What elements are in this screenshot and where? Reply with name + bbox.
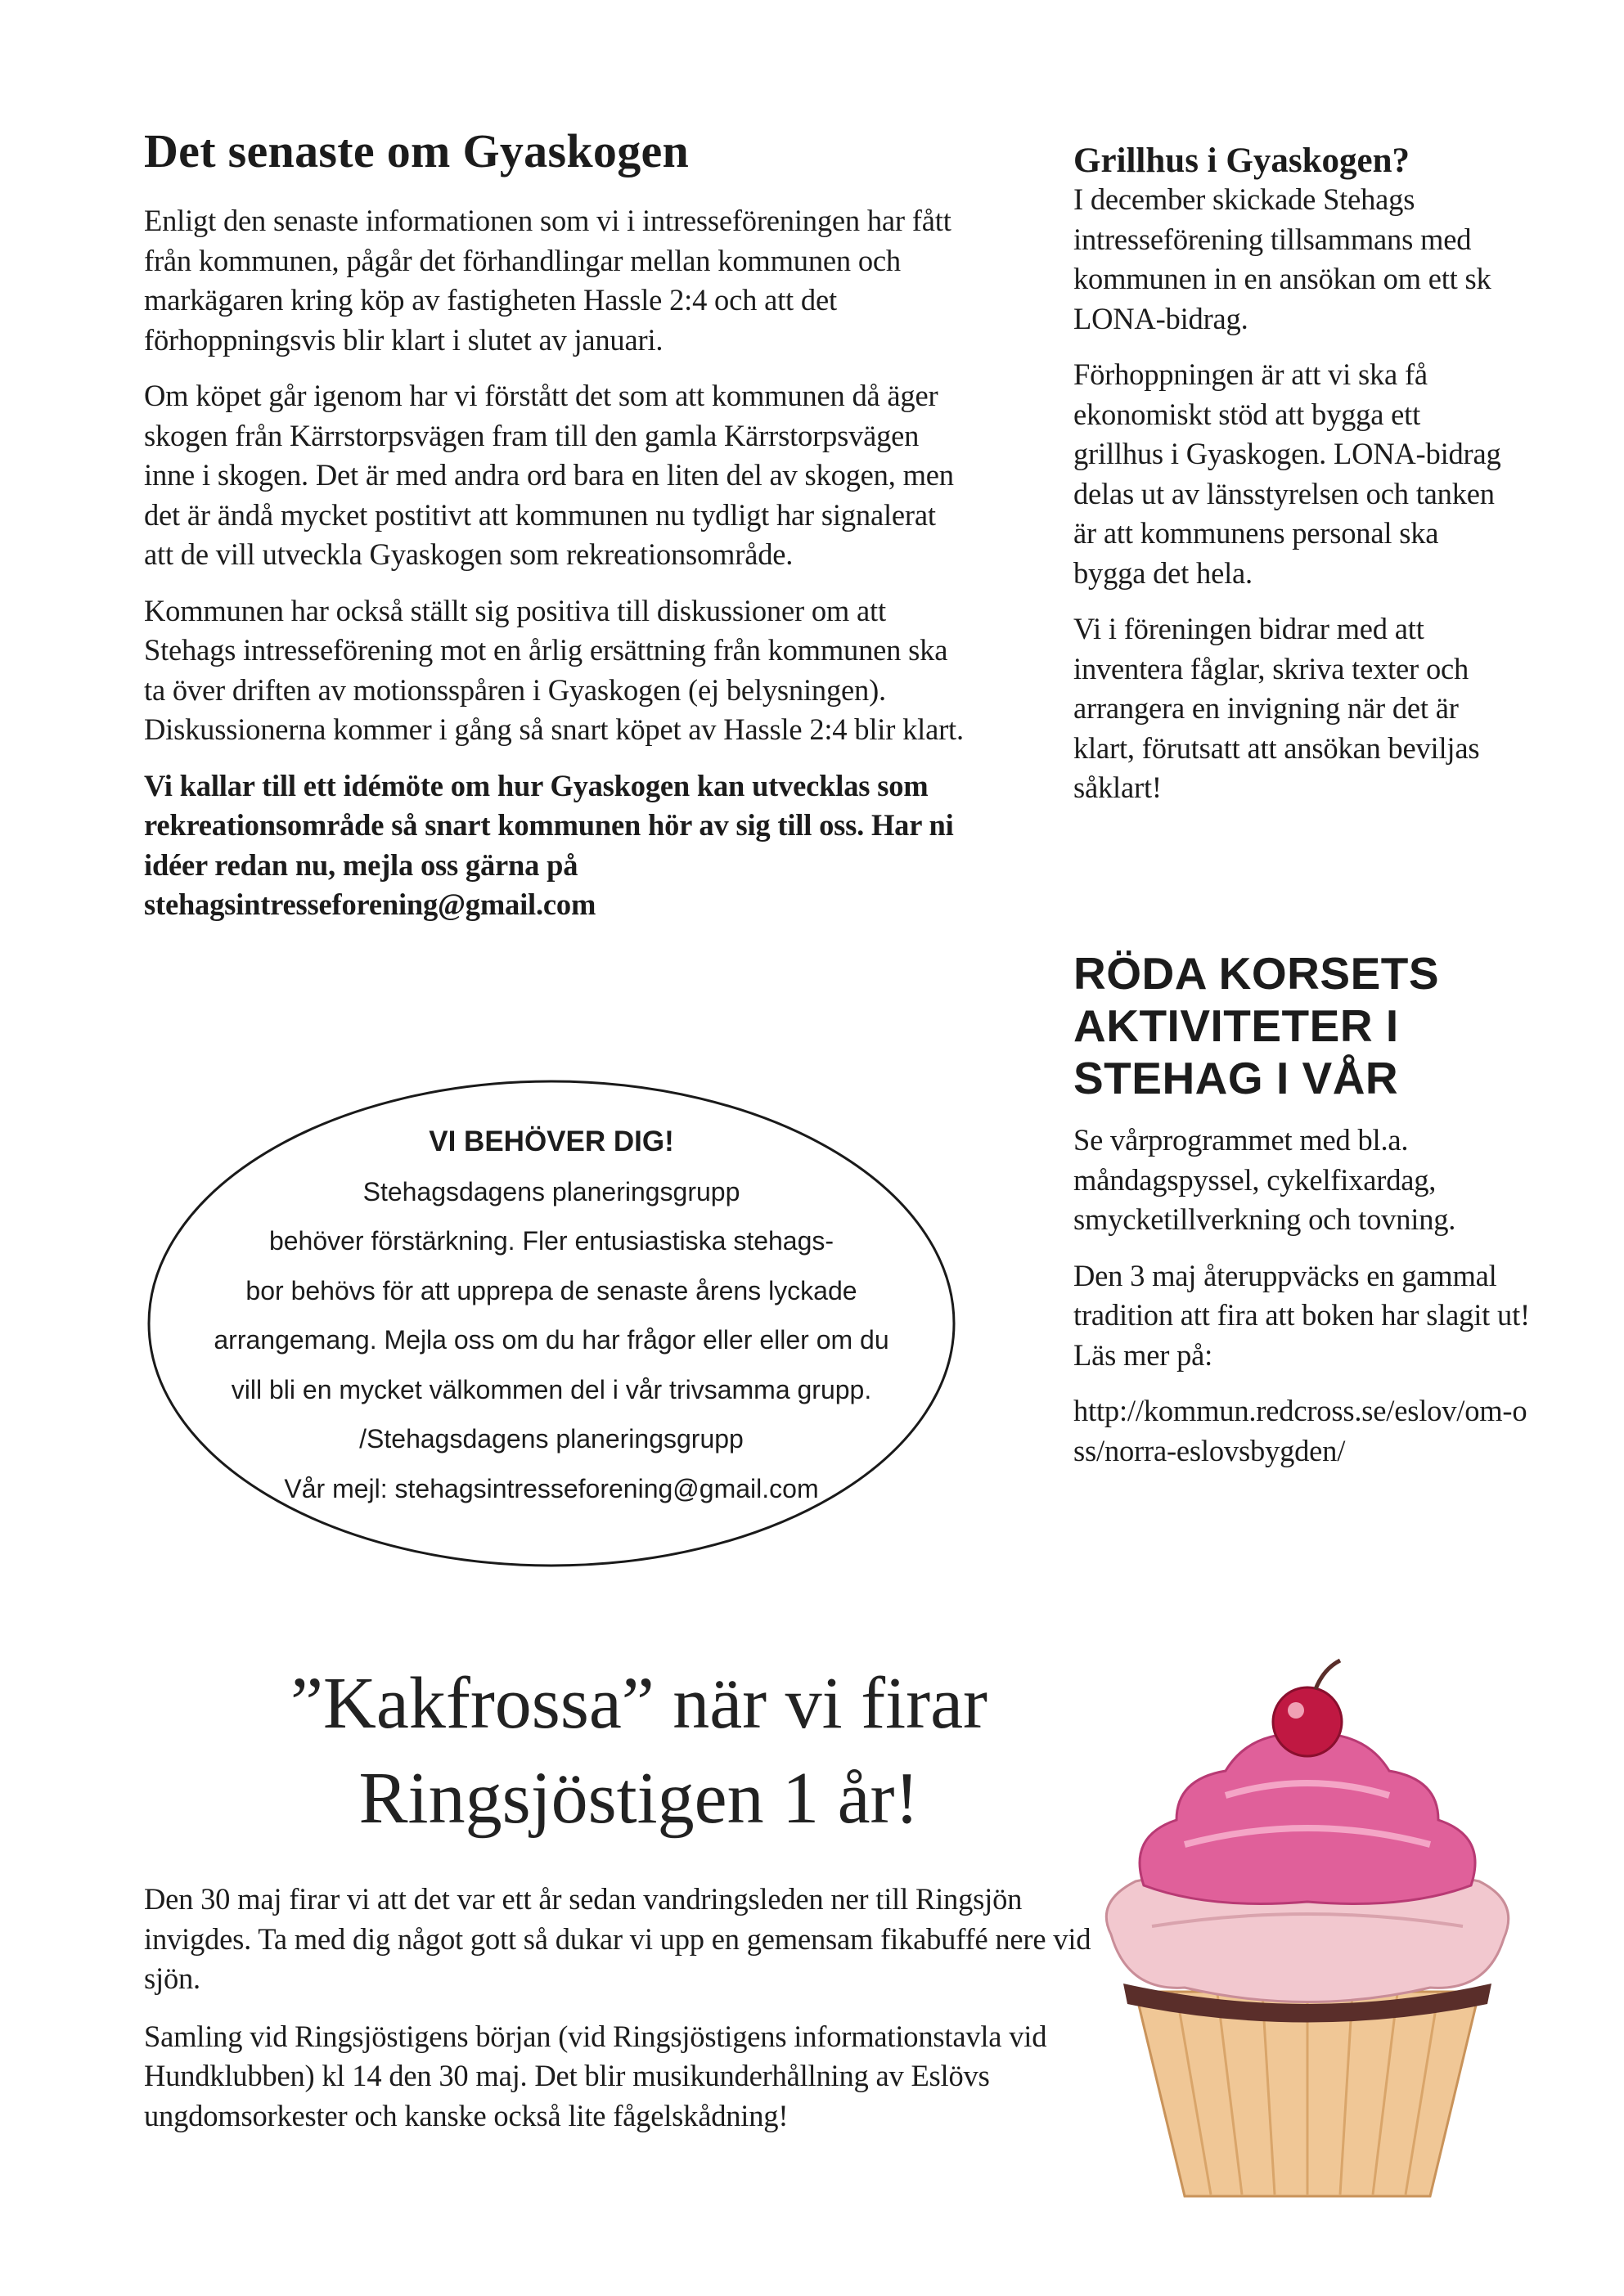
article-callout: Vi kallar till ett idémöte om hur Gyaskogen kan utvecklas som rekreationsområde så snart kommunen hör av sig till oss. Har ni idéer redan nu, mejla oss gärna på stehagsintresseforening@gmail.com [144, 768, 954, 921]
article-title: Det senaste om Gyaskogen [144, 124, 690, 177]
kakfrossa-paragraph: Samling vid Ringsjöstigens början (vid Ringsjöstigens informationstavla vid Hundklubben) kl 14 den 30 maj. Det blir musikunderhållning av Eslövs ungdomsorkester och kanske också lite fågelskådning! [144, 2019, 1047, 2132]
kakfrossa-body [144, 1880, 1118, 2154]
kakfrossa-title-line: Ringsjöstigen 1 år! [358, 1758, 920, 1839]
callout-line: arrangemang. Mejla oss om du har frågor eller eller om du [214, 1325, 889, 1355]
roda-korset-paragraph: Den 3 maj återuppväcks en gammal tradition att fira att boken har slagit ut! Läs mer på: [1073, 1258, 1530, 1372]
grillhus-article [1073, 141, 1515, 824]
cupcake-icon [1078, 1656, 1536, 2204]
grillhus-paragraph: Förhoppningen är att vi ska få ekonomiskt stöd att bygga ett grillhus i Gyaskogen. LONA-bidrag delas ut av länsstyrelsen och tanken är att kommunens personal ska bygga det hela. [1073, 357, 1501, 590]
kakfrossa-title-line: ”Kakfrossa” när vi firar [290, 1663, 988, 1744]
grillhus-title: Grillhus i Gyaskogen? [1073, 142, 1410, 180]
callout-line: bor behövs för att upprepa de senaste årens lyckade [245, 1275, 857, 1305]
grillhus-paragraph: I december skickade Stehags intresseförening tillsammans med kommunen in en ansökan om ett sk LONA-bidrag. [1073, 182, 1491, 335]
callout-title: VI BEHÖVER DIG! [429, 1126, 674, 1157]
callout-line: vill bli en mycket välkommen del i vår trivsamma grupp. [231, 1374, 872, 1404]
roda-korset-article [1073, 947, 1532, 1487]
roda-korset-title: RÖDA KORSETS AKTIVITETER I STEHAG I VÅR [1073, 948, 1440, 1103]
article-paragraph: Om köpet går igenom har vi förstått det som att kommunen då äger skogen från Kärrstorpsvägen fram till den gamla Kärrstorpsvägen inne i skogen. Det är med andra ord bara en liten del av skogen, men det är ändå mycket postitivt att kommunen nu tydligt har signalerat att de vill utveckla Gyaskogen som rekreationsområde. [144, 379, 954, 571]
callout-signature: /Stehagsdagens planeringsgrupp [359, 1424, 744, 1454]
article-paragraph: Kommunen har också ställt sig positiva till diskussioner om att Stehags intresseförening mot en årlig ersättning från kommunen ska ta över driften av motionsspåren i Gyaskogen (ej belysningen). Diskussionerna kommer i gång så snart köpet av Hassle 2:4 blir klart. [144, 593, 964, 746]
grillhus-paragraph: Vi i föreningen bidrar med att inventera fåglar, skriva texter och arrangera en invigning när det är klart, förutsatt att ansökan beviljas såklart! [1073, 612, 1480, 804]
roda-korset-link[interactable]: http://kommun.redcross.se/eslov/om-oss/norra-eslovsbygden/ [1073, 1394, 1527, 1467]
roda-korset-paragraph: Se vårprogrammet med bl.a. måndagspyssel, cykelfixardag, smycketillverkning och tovning. [1073, 1123, 1456, 1236]
callout-line: Stehagsdagens planeringsgrupp [362, 1176, 740, 1206]
vi-behover-callout [146, 1078, 957, 1569]
gyaskogen-article [144, 123, 970, 941]
kakfrossa-paragraph: Den 30 maj firar vi att det var ett år sedan vandringsleden ner till Ringsjön invigdes. Ta med dig något gott så dukar vi upp en gemensam fikabuffé nere vid sjön. [144, 1882, 1091, 1995]
callout-email[interactable]: Vår mejl: stehagsintresseforening@gmail.com [284, 1473, 819, 1503]
callout-line: behöver förstärkning. Fler entusiastiska stehags- [268, 1226, 834, 1256]
cupcake-illustration [1078, 1656, 1536, 2204]
kakfrossa-title [144, 1656, 1134, 1846]
callout-text [146, 1117, 957, 1513]
article-paragraph: Enligt den senaste informationen som vi i intresseföreningen har fått från kommunen, pågår det förhandlingar mellan kommunen och markägaren kring köp av fastigheten Hassle 2:4 och att det förhoppningsvis blir klart i slutet av januari. [144, 204, 951, 357]
